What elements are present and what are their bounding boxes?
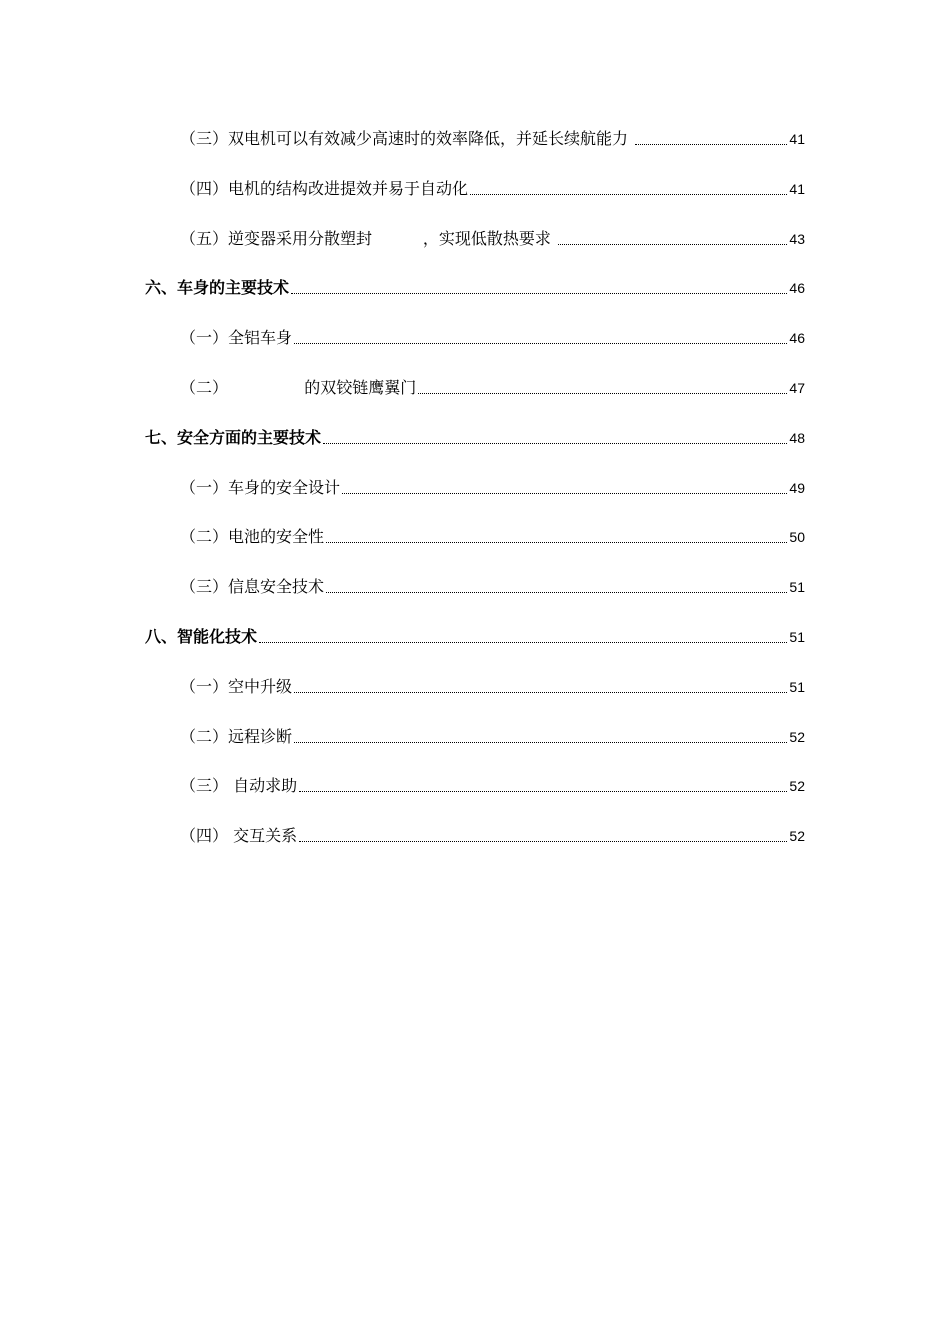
toc-entry[interactable] — [180, 225, 805, 249]
toc-page-number: 51 — [789, 579, 805, 595]
toc-chapter-entry[interactable] — [145, 424, 805, 448]
toc-page-number: 52 — [789, 828, 805, 844]
toc-page-number: 52 — [789, 729, 805, 745]
toc-dot-leader — [299, 791, 787, 792]
toc-chapter-title: 七、安全方面的主要技术 — [145, 428, 322, 447]
toc-dot-leader — [635, 144, 787, 145]
toc-entry-title: （一）空中升级 — [180, 677, 293, 696]
toc-dot-leader — [299, 841, 787, 842]
toc-dot-leader — [323, 443, 787, 444]
toc-page-number: 46 — [789, 280, 805, 296]
toc-entry-title: （二） 的双铰链鹰翼门 — [180, 378, 417, 397]
toc-page-number: 48 — [789, 430, 805, 446]
toc-dot-leader — [326, 542, 787, 543]
toc-entry-title: （一）全铝车身 — [180, 328, 293, 347]
toc-chapter-entry[interactable] — [145, 274, 805, 298]
toc-dot-leader — [342, 493, 787, 494]
toc-page-number: 51 — [789, 679, 805, 695]
toc-page-number: 50 — [789, 529, 805, 545]
toc-chapter-entry[interactable] — [145, 623, 805, 647]
toc-entry-title: （四） 交互关系 — [180, 826, 298, 845]
toc-dot-leader — [294, 343, 787, 344]
toc-page-number: 41 — [789, 181, 805, 197]
toc-dot-leader — [558, 244, 787, 245]
toc-entry-title: （三） 自动求助 — [180, 776, 298, 795]
toc-page-number: 49 — [789, 480, 805, 496]
toc-page-number: 47 — [789, 380, 805, 396]
toc-page-number: 43 — [789, 231, 805, 247]
toc-dot-leader — [294, 692, 787, 693]
toc-entry[interactable] — [180, 474, 805, 498]
toc-page-number: 51 — [789, 629, 805, 645]
toc-dot-leader — [326, 592, 787, 593]
toc-entry-title: （二）电池的安全性 — [180, 527, 325, 546]
toc-chapter-title: 八、智能化技术 — [145, 627, 258, 646]
toc-dot-leader — [418, 393, 787, 394]
toc-dot-leader — [470, 194, 787, 195]
toc-entry-title: （三）双电机可以有效减少高速时的效率降低，并延长续航能力 — [180, 129, 634, 148]
toc-dot-leader — [291, 293, 787, 294]
toc-chapter-title: 六、车身的主要技术 — [145, 278, 290, 297]
toc-entry-title: （五）逆变器采用分散塑封 ，实现低散热要求 — [180, 229, 556, 248]
toc-entry[interactable] — [180, 175, 805, 199]
toc-entry-title: （二）远程诊断 — [180, 727, 293, 746]
toc-page-number: 46 — [789, 330, 805, 346]
toc-entry[interactable] — [180, 673, 805, 697]
toc-entry-title: （一）车身的安全设计 — [180, 478, 341, 497]
toc-dot-leader — [259, 642, 787, 643]
toc-entry[interactable] — [180, 125, 805, 149]
toc-entry[interactable] — [180, 324, 805, 348]
toc-dot-leader — [294, 742, 787, 743]
toc-page-number: 41 — [789, 131, 805, 147]
toc-entry-title: （四）电机的结构改进提效并易于自动化 — [180, 179, 469, 198]
toc-entry[interactable] — [180, 374, 805, 398]
toc-entry[interactable] — [180, 573, 805, 597]
toc-entry[interactable] — [180, 723, 805, 747]
toc-entry[interactable] — [180, 772, 805, 796]
toc-entry[interactable] — [180, 523, 805, 547]
toc-entry-title: （三）信息安全技术 — [180, 577, 325, 596]
toc-entry[interactable] — [180, 822, 805, 846]
toc-page-number: 52 — [789, 778, 805, 794]
